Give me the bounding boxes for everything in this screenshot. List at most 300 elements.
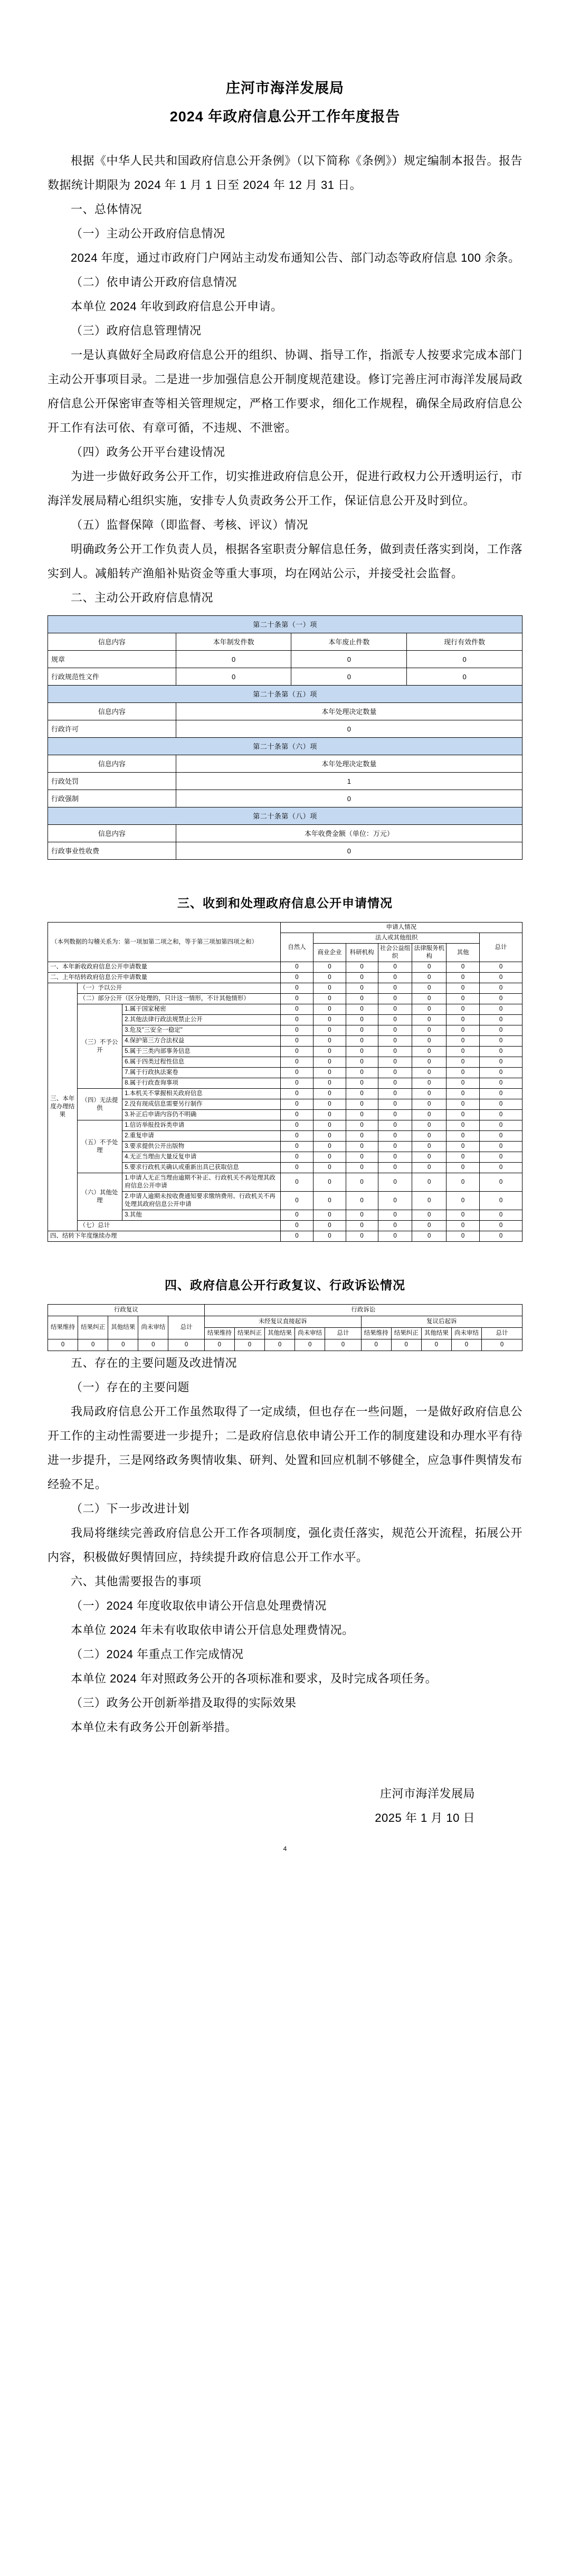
cell-value: 0 (280, 1004, 314, 1015)
page-number: 4 (283, 1845, 287, 1852)
cell-value: 0 (314, 1210, 346, 1221)
col-header-after-total: 总计 (482, 1328, 522, 1339)
cell-value: 0 (412, 1057, 446, 1068)
cell-value: 0 (325, 1339, 361, 1351)
cell-value: 0 (412, 1173, 446, 1192)
cell-value: 0 (412, 973, 446, 983)
section1-sub3-heading: （三）政府信息管理情况 (71, 324, 202, 337)
cell-value: 0 (378, 1015, 412, 1025)
section1-sub1-heading: （一）主动公开政府信息情况 (71, 227, 225, 240)
cell-value: 0 (280, 1221, 314, 1231)
cell-value: 0 (314, 962, 346, 973)
col-group-header-litigation: 行政诉讼 (204, 1305, 522, 1316)
document-title-line2: 2024 年政府信息公开工作年度报告 (169, 109, 401, 125)
row-label: 行政规范性文件 (48, 668, 176, 686)
section6-heading: 六、其他需要报告的事项 (71, 1575, 202, 1588)
table-row (48, 983, 522, 994)
table-row (48, 668, 522, 686)
cell-value: 0 (346, 962, 378, 973)
col-group-header-direct-litigation: 未经复议直接起诉 (204, 1316, 361, 1328)
cell-value: 0 (480, 983, 522, 994)
cell-value: 0 (378, 1231, 412, 1242)
cell-value: 0 (48, 1339, 78, 1351)
signature-org: 庄河市海洋发展局 (379, 1787, 475, 1800)
col-header-recon-total: 总计 (168, 1316, 204, 1339)
row-subcategory-not-processed: （五）不予处理 (77, 1120, 122, 1173)
col-header-direct-upheld: 结果维持 (204, 1328, 234, 1339)
col-header: 本年废止件数 (291, 633, 407, 651)
cell-value: 0 (480, 1210, 522, 1221)
row-label: 7.属于行政执法案卷 (122, 1068, 280, 1078)
cell-value: 0 (346, 1221, 378, 1231)
cell-value: 0 (346, 1163, 378, 1173)
cell-value: 0 (446, 1068, 480, 1078)
col-header: 信息内容 (48, 633, 176, 651)
spacer (48, 1242, 522, 1260)
signature-date: 2025 年 1 月 10 日 (375, 1811, 475, 1824)
section5-sub1-heading: （一）存在的主要问题 (71, 1381, 190, 1394)
col-header: 信息内容 (48, 703, 176, 720)
cell-value: 0 (346, 973, 378, 983)
cell-value: 0 (176, 720, 522, 738)
cell-value: 0 (480, 1131, 522, 1142)
cell-value: 0 (412, 1068, 446, 1078)
cell-value: 0 (412, 1110, 446, 1120)
cell-value: 0 (480, 1163, 522, 1173)
col-header-public-welfare: 社会公益组织 (378, 944, 412, 962)
cell-value: 0 (346, 1120, 378, 1131)
col-group-header-after-reconsideration: 复议后起诉 (361, 1316, 522, 1328)
table-row (48, 1231, 522, 1242)
cell-value: 0 (480, 1015, 522, 1025)
row-label: 8.属于行政查询事项 (122, 1078, 280, 1089)
cell-value: 0 (346, 1142, 378, 1152)
row-label: 规章 (48, 651, 176, 668)
cell-value: 0 (378, 1163, 412, 1173)
cell-value: 0 (446, 1221, 480, 1231)
cell-value: 0 (314, 1131, 346, 1142)
cell-value: 0 (412, 1152, 446, 1163)
row-label: 4.保护第三方合法权益 (122, 1036, 280, 1047)
section2-heading: 二、主动公开政府信息情况 (71, 591, 214, 604)
cell-value: 0 (176, 790, 522, 807)
cell-value: 0 (280, 1078, 314, 1089)
cell-value: 0 (346, 1015, 378, 1025)
cell-value: 0 (446, 1120, 480, 1131)
col-header-after-corrected: 结果纠正 (391, 1328, 421, 1339)
section3-heading: 三、收到和处理政府信息公开申请情况 (177, 896, 393, 910)
cell-value: 0 (378, 1152, 412, 1163)
cell-value: 0 (314, 1047, 346, 1057)
section3-table-wrap (48, 922, 522, 1242)
cell-value: 0 (314, 1152, 346, 1163)
cell-value: 0 (412, 1192, 446, 1210)
col-header: 信息内容 (48, 755, 176, 773)
cell-value: 0 (378, 1089, 412, 1099)
cell-value: 0 (346, 1047, 378, 1057)
col-header-direct-pending: 尚未审结 (295, 1328, 325, 1339)
table-row (48, 720, 522, 738)
cell-value: 0 (446, 1110, 480, 1120)
row-label: 6.属于四类过程性信息 (122, 1057, 280, 1068)
cell-value: 0 (314, 1025, 346, 1036)
document-title-line1: 庄河市海洋发展局 (226, 80, 344, 96)
row-label: 2.其他法律行政法规禁止公开 (122, 1015, 280, 1025)
table-band-row (48, 616, 522, 633)
cell-value: 0 (314, 1036, 346, 1047)
table-header-row (48, 825, 522, 842)
cell-value: 0 (314, 1120, 346, 1131)
cell-value: 0 (314, 1110, 346, 1120)
cell-value: 0 (378, 1110, 412, 1120)
table-header-row (48, 633, 522, 651)
section6-sub1-text: 本单位 2024 年未有收取依申请公开信息处理费情况。 (71, 1623, 354, 1637)
cell-value: 0 (314, 994, 346, 1004)
cell-value: 0 (378, 1068, 412, 1078)
table-row (48, 994, 522, 1004)
cell-value: 0 (446, 1025, 480, 1036)
table-row (48, 962, 522, 973)
cell-value: 0 (412, 1089, 446, 1099)
cell-value: 0 (446, 994, 480, 1004)
cell-value: 0 (480, 994, 522, 1004)
cell-value: 0 (280, 973, 314, 983)
col-group-header-applicant: 申请人情况 (280, 923, 522, 933)
row-label: 5.属于三类内部事务信息 (122, 1047, 280, 1057)
band-label: 第二十条第（六）项 (48, 738, 522, 755)
section5-heading: 五、存在的主要问题及改进情况 (71, 1356, 238, 1370)
cell-value: 0 (480, 1036, 522, 1047)
administrative-review-litigation-table (48, 1304, 522, 1351)
cell-value: 0 (378, 962, 412, 973)
col-header-other: 其他 (446, 944, 480, 962)
cell-value: 0 (280, 1015, 314, 1025)
cell-value: 0 (421, 1339, 451, 1351)
cell-value: 0 (412, 962, 446, 973)
row-category-annual-result: 三、本年度办理结果 (48, 983, 78, 1231)
row-label: 行政处罚 (48, 773, 176, 790)
cell-value: 0 (280, 1173, 314, 1192)
cell-value: 0 (480, 1110, 522, 1120)
cell-value: 0 (314, 1173, 346, 1192)
cell-value: 0 (378, 973, 412, 983)
table-header-row (48, 703, 522, 720)
cell-value: 0 (346, 1192, 378, 1210)
cell-value: 1 (176, 773, 522, 790)
row-label: 3.补正后申请内容仍不明确 (122, 1110, 280, 1120)
cell-value: 0 (412, 994, 446, 1004)
band-label: 第二十条第（一）项 (48, 616, 522, 633)
row-label: （七）总计 (77, 1221, 280, 1231)
cell-value: 0 (412, 1142, 446, 1152)
cell-value: 0 (346, 983, 378, 994)
cell-value: 0 (168, 1339, 204, 1351)
proactive-disclosure-table (48, 615, 522, 860)
cell-value: 0 (280, 1068, 314, 1078)
cell-value: 0 (346, 1110, 378, 1120)
cell-value: 0 (446, 1152, 480, 1163)
col-header: 本年处理决定数量 (176, 703, 522, 720)
cell-value: 0 (346, 1089, 378, 1099)
cell-value: 0 (480, 1025, 522, 1036)
section1-sub5-heading: （五）监督保障（即监督、考核、评议）情况 (71, 518, 309, 531)
col-header-recon-upheld: 结果维持 (48, 1316, 78, 1339)
cell-value: 0 (446, 1004, 480, 1015)
table-header-row (48, 755, 522, 773)
col-header-natural-person: 自然人 (280, 933, 314, 962)
section1-sub4-heading: （四）政务公开平台建设情况 (71, 445, 225, 459)
cell-value: 0 (451, 1339, 481, 1351)
cell-value: 0 (446, 1231, 480, 1242)
cell-value: 0 (378, 1173, 412, 1192)
col-header-total: 总计 (480, 933, 522, 962)
cell-value: 0 (291, 651, 407, 668)
cell-value: 0 (280, 1047, 314, 1057)
col-header-recon-other: 其他结果 (108, 1316, 138, 1339)
row-label: 2.重复申请 (122, 1131, 280, 1142)
row-label: 1.属于国家秘密 (122, 1004, 280, 1015)
cell-value: 0 (314, 1068, 346, 1078)
col-header-after-upheld: 结果维持 (361, 1328, 391, 1339)
cell-value: 0 (391, 1339, 421, 1351)
cell-value: 0 (314, 1163, 346, 1173)
cell-value: 0 (361, 1339, 391, 1351)
section1-sub3-text: 一是认真做好全局政府信息公开的组织、协调、指导工作，指派专人按要求完成本部门主动公开事项目录。二是进一步加强信息公开制度规范建设。修订完善庄河市海洋发展局政府信息公开保密审查等相关管理规定，严格工作要求，细化工作规程，确保全局政府信息公开工作有法可依、有章可循，不违规、不泄密。 (48, 348, 523, 434)
cell-value: 0 (314, 973, 346, 983)
cell-value: 0 (378, 1078, 412, 1089)
cell-value: 0 (378, 1057, 412, 1068)
section6-sub2-text: 本单位 2024 年对照政务公开的各项标准和要求，及时完成各项任务。 (71, 1672, 438, 1685)
cell-value: 0 (314, 1099, 346, 1110)
col-header: 本年收费金额（单位：万元） (176, 825, 522, 842)
section6-sub3-text: 本单位未有政务公开创新举措。 (71, 1720, 238, 1734)
cell-value: 0 (446, 1173, 480, 1192)
cell-value: 0 (346, 1210, 378, 1221)
cell-value: 0 (204, 1339, 234, 1351)
row-label: 行政事业性收费 (48, 842, 176, 860)
col-header-direct-total: 总计 (325, 1328, 361, 1339)
cell-value: 0 (446, 962, 480, 973)
cell-value: 0 (446, 1015, 480, 1025)
cell-value: 0 (378, 1120, 412, 1131)
cell-value: 0 (346, 1099, 378, 1110)
cell-value: 0 (480, 1152, 522, 1163)
table-row (48, 973, 522, 983)
cell-value: 0 (346, 994, 378, 1004)
cell-value: 0 (346, 1078, 378, 1089)
section1-sub2-heading: （二）依申请公开政府信息情况 (71, 275, 238, 289)
row-label: 3.其他 (122, 1210, 280, 1221)
col-header-direct-corrected: 结果纠正 (234, 1328, 264, 1339)
cell-value: 0 (176, 842, 522, 860)
cell-value: 0 (265, 1339, 295, 1351)
table-row (48, 1173, 522, 1192)
cell-value: 0 (280, 994, 314, 1004)
requests-handling-table (48, 922, 522, 1242)
cell-value: 0 (346, 1152, 378, 1163)
cell-value: 0 (346, 1231, 378, 1242)
col-header-after-pending: 尚未审结 (451, 1328, 481, 1339)
row-label: 3.要求提供公开出版物 (122, 1142, 280, 1152)
col-header-legal-service: 法律服务机构 (412, 944, 446, 962)
table-row (48, 1120, 522, 1131)
section6-sub2-heading: （二）2024 年重点工作完成情况 (71, 1648, 244, 1661)
cell-value: 0 (480, 1099, 522, 1110)
cell-value: 0 (378, 1004, 412, 1015)
cell-value: 0 (314, 983, 346, 994)
cell-value: 0 (314, 1221, 346, 1231)
section6-sub3-heading: （三）政务公开创新举措及取得的实际效果 (71, 1696, 297, 1709)
cell-value: 0 (295, 1339, 325, 1351)
cell-value: 0 (176, 651, 291, 668)
section1-sub2-text: 本单位 2024 年收到政府信息公开申请。 (71, 300, 283, 313)
col-header-after-other: 其他结果 (421, 1328, 451, 1339)
cell-value: 0 (412, 1210, 446, 1221)
cell-value: 0 (346, 1173, 378, 1192)
section4-heading: 四、政府信息公开行政复议、行政诉讼情况 (165, 1278, 405, 1292)
cell-value: 0 (412, 1099, 446, 1110)
section1-sub5-text: 明确政务公开工作负责人员，根据各室职责分解信息任务，做到责任落实到岗，工作落实到人。减船转产渔船补贴资金等重大事项，均在网站公示，并接受社会监督。 (48, 543, 522, 580)
col-header-business: 商业企业 (314, 944, 346, 962)
table-header-row (48, 923, 522, 933)
cell-value: 0 (280, 1099, 314, 1110)
cell-value: 0 (412, 1131, 446, 1142)
cell-value: 0 (378, 1210, 412, 1221)
cell-value: 0 (176, 668, 291, 686)
cell-value: 0 (280, 1192, 314, 1210)
cell-value: 0 (234, 1339, 264, 1351)
cell-value: 0 (412, 1036, 446, 1047)
section1-heading: 一、总体情况 (71, 203, 142, 216)
cell-value: 0 (280, 1131, 314, 1142)
cell-value: 0 (446, 1099, 480, 1110)
table-row (48, 1004, 522, 1015)
cell-value: 0 (446, 973, 480, 983)
cell-value: 0 (280, 1210, 314, 1221)
cell-value: 0 (412, 983, 446, 994)
cell-value: 0 (346, 1057, 378, 1068)
row-label: 行政许可 (48, 720, 176, 738)
spacer (48, 860, 522, 878)
cell-value: 0 (412, 1025, 446, 1036)
cell-value: 0 (480, 1192, 522, 1210)
cell-value: 0 (280, 1025, 314, 1036)
row-subcategory-not-disclosed: （三）不予公开 (77, 1004, 122, 1089)
cell-value: 0 (446, 1089, 480, 1099)
cell-value: 0 (346, 1068, 378, 1078)
col-group-header-legal-entity: 法人或其他组织 (314, 933, 480, 944)
cell-value: 0 (480, 1142, 522, 1152)
cell-value: 0 (280, 1231, 314, 1242)
table-row (48, 1221, 522, 1231)
row-label: 1.信访举报投诉类申请 (122, 1120, 280, 1131)
table-row (48, 842, 522, 860)
cell-value: 0 (480, 1231, 522, 1242)
row-label: 1.本机关不掌握相关政府信息 (122, 1089, 280, 1099)
row-label: 四、结转下年度继续办理 (48, 1231, 281, 1242)
page-title (48, 74, 522, 131)
row-label: 2.没有现成信息需要另行制作 (122, 1099, 280, 1110)
band-label: 第二十条第（五）项 (48, 686, 522, 703)
band-label: 第二十条第（八）项 (48, 807, 522, 825)
cell-value: 0 (412, 1221, 446, 1231)
cell-value: 0 (446, 1142, 480, 1152)
row-label: 4.无正当理由大量反复申请 (122, 1152, 280, 1163)
cell-value: 0 (346, 1131, 378, 1142)
table-corner-note: （本列数据的勾稽关系为：第一项加第二项之和，等于第三项加第四项之和） (48, 923, 281, 962)
col-header-direct-other: 其他结果 (265, 1328, 295, 1339)
cell-value: 0 (314, 1078, 346, 1089)
cell-value: 0 (280, 1120, 314, 1131)
cell-value: 0 (346, 1025, 378, 1036)
cell-value: 0 (480, 973, 522, 983)
table-row (48, 773, 522, 790)
row-label: 1.申请人无正当理由逾期不补正、行政机关不再处理其政府信息公开申请 (122, 1173, 280, 1192)
col-header: 现行有效件数 (407, 633, 522, 651)
col-header-recon-corrected: 结果纠正 (78, 1316, 108, 1339)
section5-sub2-text: 我局将继续完善政府信息公开工作各项制度，强化责任落实，规范公开流程，拓展公开内容，积极做好舆情回应，持续提升政府信息公开工作水平。 (48, 1526, 522, 1564)
row-label: （二）部分公开（区分处理的，只计这一情形，不计其他情形） (77, 994, 280, 1004)
section2-table-wrap (48, 615, 522, 860)
cell-value: 0 (446, 1078, 480, 1089)
table-band-row (48, 738, 522, 755)
cell-value: 0 (378, 1036, 412, 1047)
cell-value: 0 (480, 1089, 522, 1099)
row-label: 5.要求行政机关确认或重新出具已获取信息 (122, 1163, 280, 1173)
cell-value: 0 (480, 1057, 522, 1068)
cell-value: 0 (446, 983, 480, 994)
cell-value: 0 (412, 1015, 446, 1025)
spacer (48, 1739, 522, 1771)
cell-value: 0 (138, 1339, 168, 1351)
cell-value: 0 (446, 1192, 480, 1210)
cell-value: 0 (378, 994, 412, 1004)
section6-sub1-heading: （一）2024 年度收取依申请公开信息处理费情况 (71, 1599, 327, 1612)
col-header-recon-pending: 尚未审结 (138, 1316, 168, 1339)
cell-value: 0 (314, 1231, 346, 1242)
col-header-research: 科研机构 (346, 944, 378, 962)
cell-value: 0 (480, 1068, 522, 1078)
cell-value: 0 (480, 1004, 522, 1015)
col-header: 本年处理决定数量 (176, 755, 522, 773)
cell-value: 0 (407, 651, 522, 668)
cell-value: 0 (314, 1192, 346, 1210)
cell-value: 0 (412, 1120, 446, 1131)
cell-value: 0 (346, 1036, 378, 1047)
cell-value: 0 (280, 1110, 314, 1120)
cell-value: 0 (280, 983, 314, 994)
col-group-header-reconsideration: 行政复议 (48, 1305, 205, 1316)
table-band-row (48, 807, 522, 825)
cell-value: 0 (378, 1192, 412, 1210)
cell-value: 0 (446, 1210, 480, 1221)
cell-value: 0 (480, 1221, 522, 1231)
row-label: 2.申请人逾期未按收费通知要求缴纳费用、行政机关不再处理其政府信息公开申请 (122, 1192, 280, 1210)
cell-value: 0 (378, 1099, 412, 1110)
row-label: 3.危及"三安全一稳定" (122, 1025, 280, 1036)
col-header: 信息内容 (48, 825, 176, 842)
cell-value: 0 (412, 1163, 446, 1173)
col-header: 本年制发件数 (176, 633, 291, 651)
cell-value: 0 (412, 1004, 446, 1015)
cell-value: 0 (412, 1078, 446, 1089)
table-band-row (48, 686, 522, 703)
cell-value: 0 (291, 668, 407, 686)
cell-value: 0 (407, 668, 522, 686)
table-header-row (48, 1316, 522, 1328)
cell-value: 0 (378, 1025, 412, 1036)
section5-sub1-text: 我局政府信息公开工作虽然取得了一定成绩，但也存在一些问题，一是做好政府信息公开工作的主动性需要进一步提升；二是政府信息依申请公开工作的制度建设和办理水平有待进一步提升，三是网络政务舆情收集、研判、处置和回应机制不够健全，应急事件舆情发布经验不足。 (48, 1405, 523, 1491)
